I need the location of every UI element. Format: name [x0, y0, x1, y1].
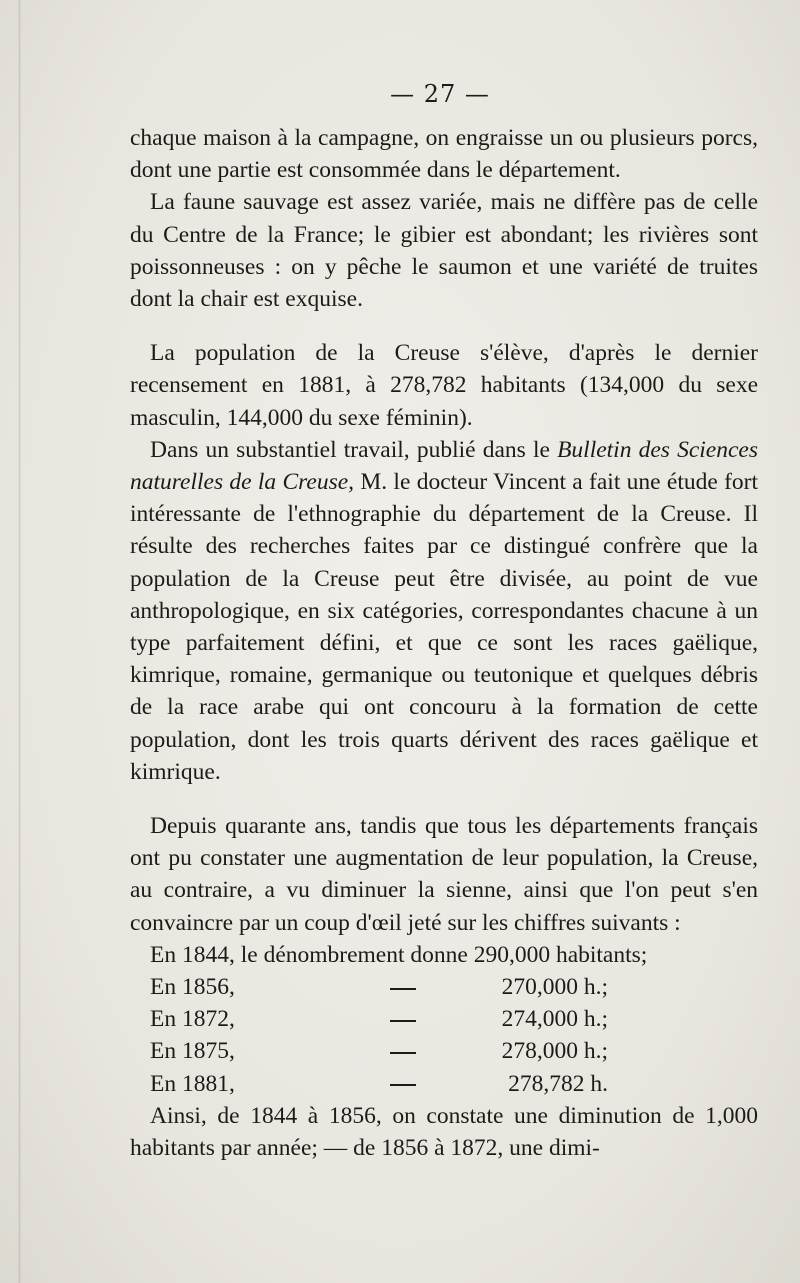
page-fold-shadow	[18, 0, 21, 1283]
paragraph-4-before: Dans un substantiel travail, publié dans le	[150, 436, 558, 463]
body-text	[130, 122, 758, 1164]
census-row	[130, 1035, 758, 1067]
paragraph-6: Ainsi, de 1844 à 1856, on constate une diminution de 1,000 habitants par année; — de 1856 à 1872, une dimi-	[130, 1102, 758, 1162]
paragraph-4-after: M. le docteur Vincent a fait une étude fort intéressante de l'ethnographie du département de la Creuse. Il résulte des recherches faites par ce distingué confrère que la population de la Creuse peut être divisée, au point de vue anthropologique, en six catégories, correspondantes chacune à un type parfaitement défini, et que ce sont les races gaëlique, kimrique, romaine, germanique ou teutonique et quelques débris de la race arabe qui ont concouru à la formation de cette population, dont les trois quarts dérivent des races gaëlique et kimrique.	[130, 469, 759, 785]
paragraph-5: Depuis quarante ans, tandis que tous les départements français ont pu constater une augmentation de leur population, la Creuse, au contraire, a vu diminuer la sienne, ainsi que l'on peut s'en convaincre par un coup d'œil jeté sur les chiffres suivants :	[130, 813, 758, 936]
ditto-dash	[290, 1068, 430, 1100]
census-table	[130, 939, 758, 1100]
census-value: 278,782 h.	[508, 1070, 608, 1097]
census-year: En 1872,	[150, 1006, 235, 1033]
ditto-dash	[290, 1035, 430, 1067]
census-year: En 1881,	[150, 1070, 235, 1097]
paragraph-2: La faune sauvage est assez variée, mais ne diffère pas de celle du Centre de la France; le gibier est abondant; les rivières sont poissonneuses : on y pêche le saumon et une variété de truites dont la chair est exquise.	[130, 189, 758, 313]
census-value: 278,000 h.;	[501, 1038, 608, 1065]
census-row	[130, 1003, 758, 1035]
paragraph-4	[130, 434, 758, 788]
bulletin-title: Bulletin des Sciences naturelles de la Creuse,	[130, 436, 758, 496]
paragraph-1: chaque maison à la campagne, on engraisse un ou plusieurs porcs, dont une partie est consommée dans le département.	[130, 125, 758, 184]
census-row	[130, 971, 758, 1003]
ditto-dash	[290, 971, 430, 1003]
census-first-line: En 1844, le dénombrement donne 290,000 habitants;	[150, 941, 648, 968]
census-row	[130, 1068, 758, 1100]
ditto-dash	[290, 1003, 430, 1035]
census-value: 270,000 h.;	[501, 974, 608, 1001]
census-year: En 1875,	[150, 1038, 235, 1065]
census-year: En 1856,	[150, 974, 235, 1001]
census-row-1844	[130, 939, 758, 971]
census-value: 274,000 h.;	[501, 1006, 608, 1033]
paragraph-3: La population de la Creuse s'élève, d'après le dernier recensement en 1881, à 278,782 habitants (134,000 du sexe masculin, 144,000 du sexe féminin).	[130, 340, 758, 431]
page-number: — 27 —	[390, 80, 490, 108]
